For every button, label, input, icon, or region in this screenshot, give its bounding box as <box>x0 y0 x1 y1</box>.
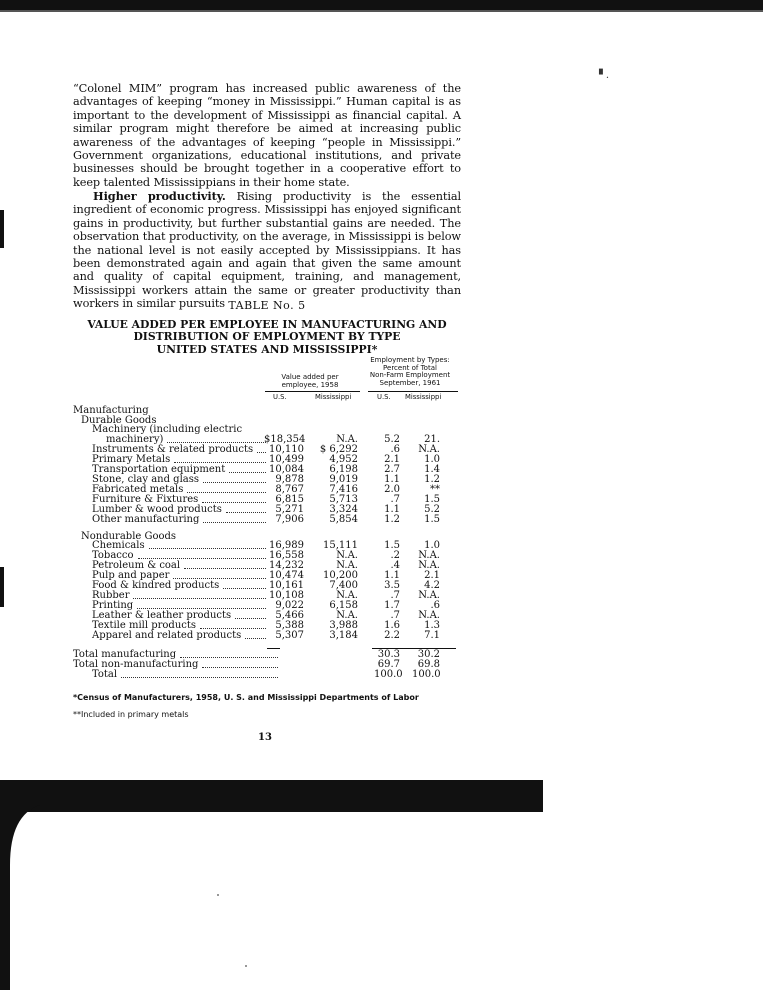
row-label: Petroleum & coal <box>92 560 181 571</box>
employment-mississippi: 7.1 <box>424 630 440 641</box>
employment-mississippi: 1.5 <box>424 494 440 505</box>
employment-us: 2.2 <box>384 630 400 641</box>
rule <box>267 648 280 649</box>
employment-mississippi: .6 <box>430 600 440 611</box>
employment-us: .7 <box>390 494 400 505</box>
value-us: 10,474 <box>269 570 304 581</box>
employment-mississippi: 1.3 <box>424 620 440 631</box>
value-mississippi: N.A. <box>336 590 358 601</box>
leader-dots <box>200 621 266 629</box>
footnote-source: *Census of Manufacturers, 1958, U. S. and Mississippi Departments of Labor <box>73 693 419 702</box>
employment-us: 1.6 <box>384 620 400 631</box>
value-us: 10,499 <box>269 454 304 465</box>
value-us: 16,989 <box>269 540 304 551</box>
employment-us: 1.2 <box>384 514 400 525</box>
leader-dots <box>138 551 267 559</box>
employment-mississippi: N.A. <box>418 560 440 571</box>
employment-mississippi: 5.2 <box>424 504 440 515</box>
value-mississippi: N.A. <box>336 434 358 445</box>
row-label: Pulp and paper <box>92 570 170 581</box>
value-mississippi: 15,111 <box>323 540 358 551</box>
value-us: 7,906 <box>275 514 304 525</box>
employment-mississippi: 2.1 <box>424 570 440 581</box>
leader-dots <box>245 631 266 639</box>
table-row <box>0 631 520 641</box>
value-us: 5,271 <box>275 504 304 515</box>
value-us: 5,388 <box>275 620 304 631</box>
employment-us: 2.1 <box>384 454 400 465</box>
group-durable: Durable Goods <box>81 415 157 426</box>
employment-us: .7 <box>390 610 400 621</box>
employment-us: 100.0 <box>374 669 403 680</box>
table-row <box>0 581 520 591</box>
value-mississippi: 10,200 <box>323 570 358 581</box>
value-us: 5,466 <box>275 610 304 621</box>
employment-us: .7 <box>390 590 400 601</box>
column-head-value-added: Value added per employee, 1958 <box>281 373 339 389</box>
row-label: Total <box>92 669 118 680</box>
value-mississippi: N.A. <box>336 550 358 561</box>
employment-us: .4 <box>390 560 400 571</box>
row-label: Rubber <box>92 590 130 601</box>
value-us: 6,815 <box>275 494 304 505</box>
value-mississippi: 9,019 <box>329 474 358 485</box>
value-mississippi: 7,400 <box>329 580 358 591</box>
leader-dots <box>202 660 278 668</box>
table-row <box>0 611 520 621</box>
value-mississippi: N.A. <box>336 560 358 571</box>
group-nondurable: Nondurable Goods <box>81 531 177 542</box>
employment-us: .6 <box>390 444 400 455</box>
row-label: Lumber & wood products <box>92 504 222 515</box>
value-us: 5,307 <box>275 630 304 641</box>
row-label: Stone, clay and glass <box>92 474 200 485</box>
row-label: Fabricated metals <box>92 484 184 495</box>
value-mississippi: 4,952 <box>329 454 358 465</box>
value-mississippi: 5,854 <box>329 514 358 525</box>
value-mississippi: 7,416 <box>329 484 358 495</box>
table-row <box>0 601 520 611</box>
row-label: Total manufacturing <box>73 649 177 660</box>
table-row <box>0 445 520 455</box>
employment-mississippi: 100.0 <box>412 669 441 680</box>
scan-speck <box>245 965 247 967</box>
paragraph-colonel-mim: “Colonel MIM” program has increased public awareness of the advantages of keeping “money in Mississippi.” Human capital is as important to the development of Mississippi as financial capital. A similar program might therefore be aimed at increasing public awareness of the advantages of keeping “people in Mississippi.” Government organizations, educational institutions, and private businesses should be brought together in a cooperative effort to keep talented Mississippians in their home state. <box>73 82 461 189</box>
table-row <box>0 515 520 525</box>
table-row <box>0 455 520 465</box>
subhead-mississippi: Mississippi <box>405 393 442 401</box>
row-label: Furniture & Fixtures <box>92 494 199 505</box>
employment-us: 5.2 <box>384 434 400 445</box>
binding-mark <box>0 210 4 248</box>
value-mississippi: 6,158 <box>329 600 358 611</box>
leader-dots <box>184 561 266 569</box>
employment-us: .2 <box>390 550 400 561</box>
rule <box>265 391 360 392</box>
subhead-us: U.S. <box>377 393 391 401</box>
scan-speck <box>217 894 219 896</box>
employment-mississippi: 1.5 <box>424 514 440 525</box>
leader-dots <box>149 541 266 549</box>
value-mississippi: 3,988 <box>329 620 358 631</box>
leader-dots <box>180 650 278 658</box>
employment-mississippi: 30.2 <box>417 649 440 660</box>
row-label: Other manufacturing <box>92 514 200 525</box>
scan-top-border-shadow <box>0 10 763 12</box>
value-mississippi: $ 6,292 <box>319 444 358 455</box>
leader-dots <box>121 670 278 678</box>
value-mississippi: 3,184 <box>329 630 358 641</box>
value-us: 10,108 <box>269 590 304 601</box>
employment-mississippi: 69.8 <box>417 659 440 670</box>
table-row <box>0 621 520 631</box>
table-row <box>0 561 520 571</box>
row-label: Chemicals <box>92 540 145 551</box>
row-label: machinery) <box>106 434 164 445</box>
table-row <box>0 591 520 601</box>
value-mississippi: 6,198 <box>329 464 358 475</box>
value-mississippi: N.A. <box>336 610 358 621</box>
employment-us: 1.5 <box>384 540 400 551</box>
table-row <box>0 505 520 515</box>
employment-us: 1.7 <box>384 600 400 611</box>
row-label: Leather & leather products <box>92 610 232 621</box>
table-row <box>0 571 520 581</box>
leader-dots <box>235 611 266 619</box>
table-row <box>0 541 520 551</box>
employment-mississippi: 1.4 <box>424 464 440 475</box>
page-number: 13 <box>258 732 272 743</box>
table-row <box>0 495 520 505</box>
row-label: Textile mill products <box>92 620 197 631</box>
value-us: 10,110 <box>269 444 304 455</box>
value-us: 9,022 <box>275 600 304 611</box>
value-mississippi: 3,324 <box>329 504 358 515</box>
row-label: Total non-manufacturing <box>73 659 199 670</box>
table-row <box>0 475 520 485</box>
table-row <box>0 435 520 445</box>
table-row <box>0 465 520 475</box>
value-us: 10,161 <box>269 580 304 591</box>
leader-dots <box>174 455 266 463</box>
employment-us: 2.7 <box>384 464 400 475</box>
row-label: Apparel and related products <box>92 630 242 641</box>
row-label-continued <box>0 425 520 435</box>
employment-us: 30.3 <box>377 649 400 660</box>
employment-us: 3.5 <box>384 580 400 591</box>
paragraph-lead: Higher productivity. <box>93 189 226 203</box>
employment-us: 1.1 <box>384 474 400 485</box>
leader-dots <box>203 515 266 523</box>
group-manufacturing: Manufacturing <box>73 405 149 416</box>
leader-dots <box>137 601 266 609</box>
value-us: 10,084 <box>269 464 304 475</box>
table-title: VALUE ADDED PER EMPLOYEE IN MANUFACTURING AND DISTRIBUTION OF EMPLOYMENT BY TYPE UNITED STATES AND MISSISSIPPI* <box>87 318 447 356</box>
scan-bottom-shadow <box>0 780 543 812</box>
leader-dots <box>229 465 266 473</box>
row-label: Tobacco <box>92 550 134 561</box>
subhead-mississippi: Mississippi <box>315 393 352 401</box>
value-us: 8,767 <box>275 484 304 495</box>
leader-dots <box>223 581 266 589</box>
value-mississippi: 5,713 <box>329 494 358 505</box>
value-us: $18,354 <box>264 434 306 445</box>
employment-mississippi: 1.0 <box>424 454 440 465</box>
employment-mississippi: N.A. <box>418 444 440 455</box>
footnote-primary-metals: **Included in primary metals <box>73 710 189 719</box>
employment-us: 69.7 <box>377 659 400 670</box>
column-head-employment: Employment by Types: Percent of Total Non-Farm Employment September, 1961 <box>369 356 451 387</box>
leader-dots <box>203 475 266 483</box>
leader-dots <box>167 435 266 443</box>
table-row <box>0 551 520 561</box>
subhead-us: U.S. <box>273 393 287 401</box>
employment-mississippi: 1.0 <box>424 540 440 551</box>
employment-mississippi: 1.2 <box>424 474 440 485</box>
employment-mississippi: 21. <box>424 434 440 445</box>
row-label: Machinery (including electric <box>92 424 243 435</box>
leader-dots <box>226 505 266 513</box>
row-label: Transportation equipment <box>92 464 226 475</box>
employment-mississippi: N.A. <box>418 550 440 561</box>
rule <box>368 391 458 392</box>
employment-mississippi: 4.2 <box>424 580 440 591</box>
employment-mississippi: ** <box>430 484 440 495</box>
leader-dots <box>133 591 266 599</box>
row-label: Food & kindred products <box>92 580 220 591</box>
scan-speck: ▝ . <box>595 70 610 81</box>
value-us: 9,878 <box>275 474 304 485</box>
table-number: TABLE No. 5 <box>228 299 306 312</box>
leader-dots <box>202 495 266 503</box>
table-row <box>0 660 520 670</box>
employment-us: 1.1 <box>384 504 400 515</box>
scan-edge-curve <box>0 805 40 990</box>
employment-mississippi: N.A. <box>418 610 440 621</box>
leader-dots <box>187 485 266 493</box>
table-row <box>0 485 520 495</box>
employment-us: 2.0 <box>384 484 400 495</box>
value-us: 14,232 <box>269 560 304 571</box>
paragraph-higher-productivity: Higher productivity. Rising productivity is the essential ingredient of economic progress. Mississippi has enjoyed significant gains in productivity, but further substantial gains are needed. The observation that productivity, on the average, in Mississippi is below the national level is not easily accepted by Mississippians. It has been demonstrated again and again that given the same amount and quality of capital equipment, training, and management, Mississippi workers attain the same or greater productivity than workers in similar pursuits <box>73 189 461 311</box>
row-label: Instruments & related products <box>92 444 254 455</box>
row-label: Primary Metals <box>92 454 171 465</box>
value-us: 16,558 <box>269 550 304 561</box>
employment-mississippi: N.A. <box>418 590 440 601</box>
leader-dots <box>173 571 266 579</box>
table-row <box>0 670 520 680</box>
row-label: Printing <box>92 600 134 611</box>
employment-us: 1.1 <box>384 570 400 581</box>
